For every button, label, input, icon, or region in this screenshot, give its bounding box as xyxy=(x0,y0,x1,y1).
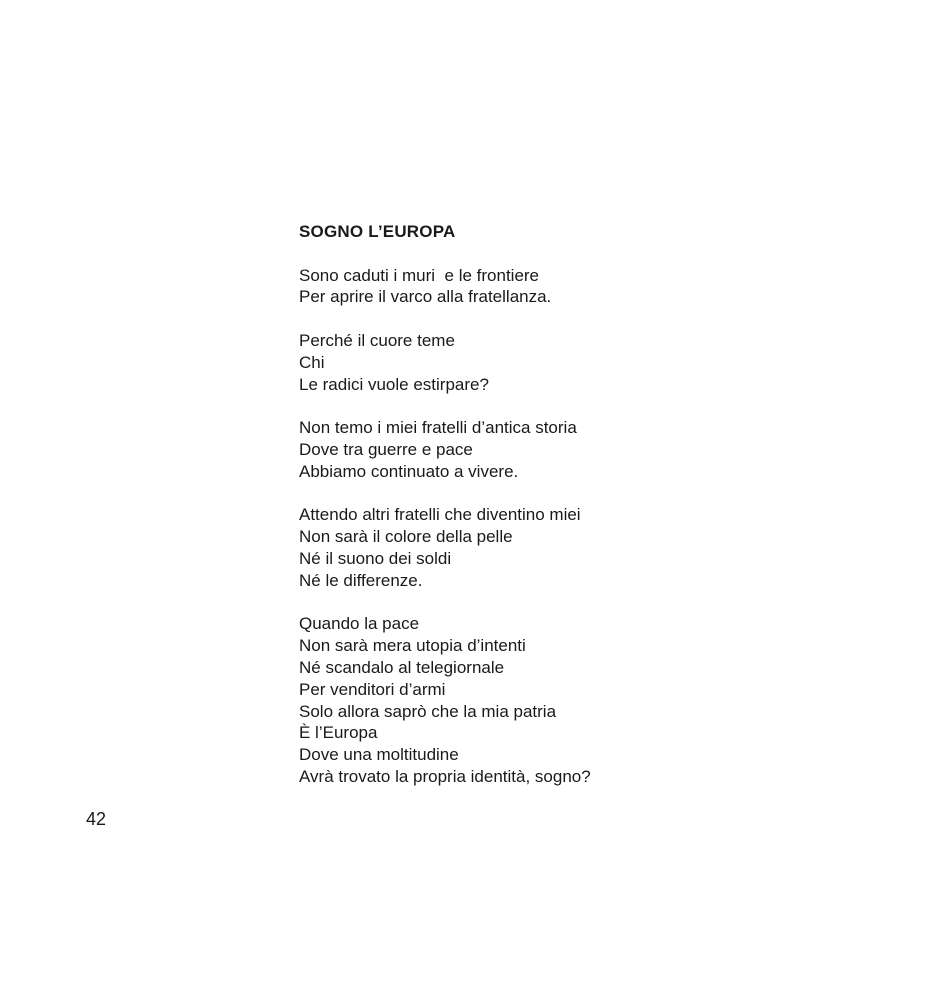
poem-line: Né le differenze. xyxy=(299,570,423,590)
page-number: 42 xyxy=(86,809,107,829)
stanza-5 xyxy=(299,613,719,787)
poem-line: Abbiamo continuato a vivere. xyxy=(299,461,519,481)
stanza-2 xyxy=(299,330,719,395)
poem-line: Dove tra guerre e pace xyxy=(299,439,473,459)
poem-line: Quando la pace xyxy=(299,614,420,634)
poem-line: Non temo i miei fratelli d’antica storia xyxy=(299,418,577,438)
poem-line: Chi xyxy=(299,352,325,372)
poem-line: Perché il cuore teme xyxy=(299,330,455,350)
poem-line: Non sarà mera utopia d’intenti xyxy=(299,636,526,656)
poem-line: Attendo altri fratelli che diventino miei xyxy=(299,505,581,525)
stanza-1 xyxy=(299,265,719,309)
poem-title: SOGNO L’EUROPA xyxy=(299,222,456,241)
poem-line: Le radici vuole estirpare? xyxy=(299,374,489,394)
poem-line: Avrà trovato la propria identità, sogno? xyxy=(299,766,591,786)
poem-line: Sono caduti i muri e le frontiere xyxy=(299,265,540,285)
poem-line: Solo allora saprò che la mia patria xyxy=(299,701,557,721)
stanza-3 xyxy=(299,417,719,482)
stanza-4 xyxy=(299,504,719,591)
poem-line: Dove una moltitudine xyxy=(299,745,459,765)
poem-line: È l’Europa xyxy=(299,723,378,743)
poem-line: Non sarà il colore della pelle xyxy=(299,527,513,547)
poem-line: Né il suono dei soldi xyxy=(299,548,452,568)
poem-line: Per aprire il varco alla fratellanza. xyxy=(299,287,552,307)
poem-line: Per venditori d’armi xyxy=(299,679,446,699)
poem-line: Né scandalo al telegiornale xyxy=(299,657,505,677)
poem xyxy=(299,221,719,788)
